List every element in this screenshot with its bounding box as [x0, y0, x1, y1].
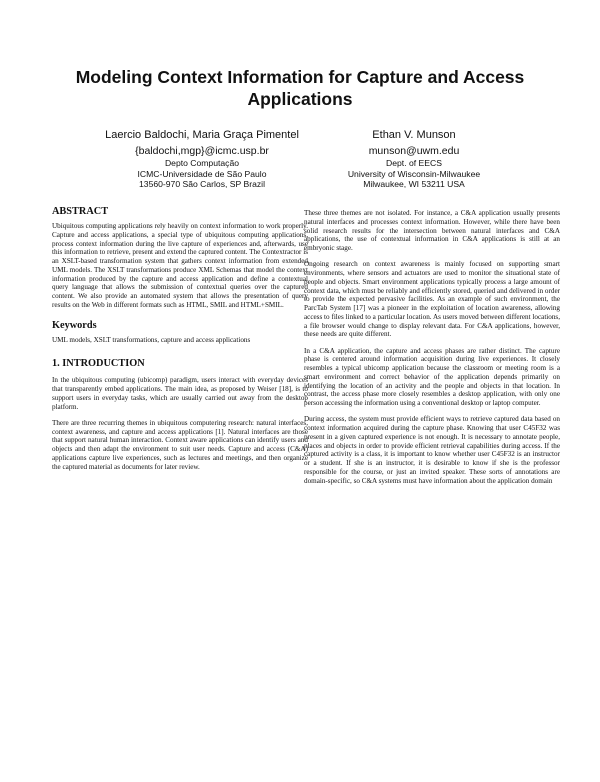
- author-name: Laercio Baldochi, Maria Graça Pimentel: [105, 129, 299, 141]
- body-paragraph: There are three recurring themes in ubiquitous computering research: natural interfaces, context awareness, and capture and access applications [1]. Natural interfaces are those that support natural human interaction. Context aware applications can identify users and objects and then adapt the environment to suit user needs. Capture and access (C&A) applications capture live experiences, such as lectures and meetings, and then organize the captured material as documents for later review.: [52, 418, 308, 471]
- abstract-heading: ABSTRACT: [52, 206, 109, 217]
- body-paragraph: During access, the system must provide efficient ways to retrieve captured data based on context information acquired during the capture phase. Knowing that user C45F32 was present in a given captured experience is not enough. It is necessary to annotate people, places and objects in order to provide efficient retrieval capabilities during access. If the captured activity is a class, it is important to know whether user C45F32 is an instructor or a student. If she is an instructor, it is desirable to know if she is the professor responsible for the course, or just an invited speaker. These sorts of annotations are domain-specific, so C&A systems must have information about the application domain: [304, 415, 560, 485]
- author-block-1: [92, 128, 312, 190]
- keywords-text: UML models, XSLT transformations, capture and access applications: [52, 335, 251, 344]
- author-department: Dept. of EECS: [386, 158, 442, 168]
- body-paragraph: These three themes are not isolated. For instance, a C&A application usually presents natural interfaces and processes context information. However, while there have been solid research results for the intersection between natural interfaces and C&A applications, the use of contextual information in C&A applications is still at an embryonic stage.: [304, 209, 560, 252]
- body-paragraph: Ongoing research on context awareness is mainly focused on supporting smart environments, where sensors and actuators are used to monitor the situational state of people and objects. Smart environment applications typically process a large amount of context data, which must be reliably and efficiently stored, queried and delivered in order to provide the expected pervasive facilities. As an example of such environment, the ParcTab System [17] was a pioneer in the exploitation of location awareness, allowing access to files linked to a particular location. As users moved between different locations, a file browser would change to display relevant data. For C&A applications, however, these needs are quite different.: [304, 260, 560, 339]
- left-column: [52, 206, 308, 479]
- author-address: Milwaukee, WI 53211 USA: [363, 179, 465, 189]
- author-address: 13560-970 São Carlos, SP Brazil: [139, 179, 265, 189]
- body-paragraph: In a C&A application, the capture and access phases are rather distinct. The capture phase is centered around information acquisition during live experiences. It closely resembles a typical ubicomp application because the classroom or meeting room is a smart environment and correct behavior of the application depends primarily on identifying the location of an activity and the people and objects in that location. In contrast, the access phase more closely resembles a desktop application, with only one person accessing the information using a conventional desktop or laptop computer.: [304, 346, 560, 407]
- author-block-2: [324, 128, 504, 190]
- abstract-text: Ubiquitous computing applications rely heavily on context information to work properly. Capture and access applications, a special type of ubiquitous computing applications, process context information during the live capture of experiences and, afterwards, use this information to retrieve, present and extend the captured content. The Contextractor is an XSLT-based transformation system that gathers context information from extended UML models. The XSLT transformations produce XML Schemas that model the context information produced by the capture and access application and define a contextual query language that allows the submission of contextual queries over the captured content. We also provide an automated system that allows the presentation of query results on the Web in different formats such as HTML, SMIL and HTML+SMIL.: [52, 222, 308, 309]
- paper-title: Modeling Context Information for Capture and Access Applications: [75, 67, 525, 109]
- author-department: Depto Computação: [164, 158, 240, 168]
- body-paragraph: In the ubiquitous computing (ubicomp) paradigm, users interact with everyday devices that transparently embed applications. The main idea, as proposed by Weiser [18], is to support users in everyday tasks, which are usually carried out away from the desktop platform.: [52, 376, 308, 411]
- author-institution: University of Wisconsin-Milwaukee: [347, 168, 481, 179]
- author-name: Ethan V. Munson: [372, 129, 456, 141]
- author-institution: ICMC-Universidade de São Paulo: [137, 168, 267, 179]
- right-column: [304, 209, 560, 493]
- keywords-heading: Keywords: [52, 319, 97, 331]
- introduction-heading: 1. INTRODUCTION: [52, 358, 145, 370]
- author-email: {baldochi,mgp}@icmc.usp.br: [135, 145, 269, 157]
- author-email: munson@uwm.edu: [368, 145, 460, 157]
